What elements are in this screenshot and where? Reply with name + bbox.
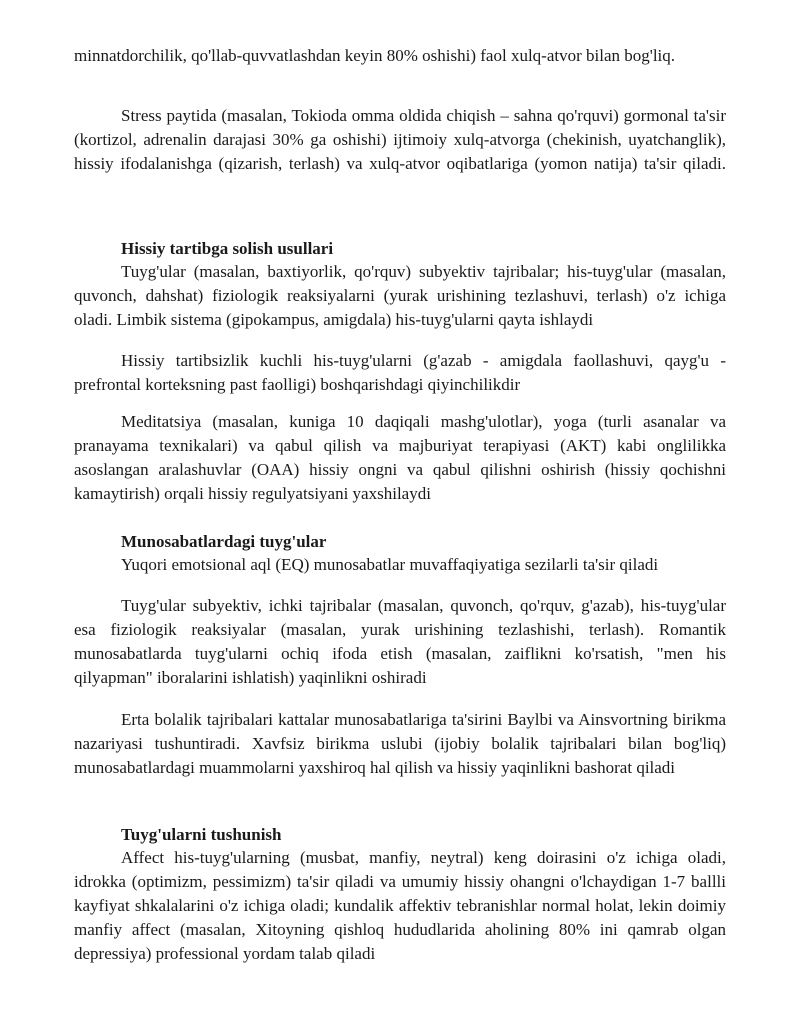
paragraph: Erta bolalik tajribalari kattalar munosabatlariga ta'sirini Baylbi va Ainsvortning birikma nazariyasi tushuntiradi. Xavfsiz birikma uslubi (ijobiy bolalik tajribalari bilan bog'liq) munosabatlardagi muammolarni yaxshiroq hal qilish va hissiy yaqinlikni bashorat qiladi [74, 710, 726, 777]
paragraph: Tuyg'ular subyektiv, ichki tajribalar (masalan, quvonch, qo'rquv, g'azab), his-tuyg'ular esa fiziologik reaksiyalar (masalan, yurak urishining tezlashishi, terlash). Romantik munosabatlarda tuyg'ularni ochiq ifoda etish (masalan, zaiflikni ko'rsatish, "men his qilyapman" iboralarini ishlatish) yaqinlikni oshiradi [74, 596, 726, 687]
paragraph: Affect his-tuyg'ularning (musbat, manfiy, neytral) keng doirasini o'z ichiga oladi, idrokka (optimizm, pessimizm) ta'sir qiladi va umumiy hissiy ohangni o'lchaydigan 1-7 ballli kayfiyat shkalalarini o'z ichiga oladi; kundalik affektiv tebranishlar normal holat, lekin doimiy manfiy affect (masalan, Xitoyning qishloq hududlarida aholining 80% ini qamrab olgan depressiya) professional yordam talab qiladi [74, 848, 726, 963]
stress-paragraph: Stress paytida (masalan, Tokioda omma oldida chiqish – sahna qo'rquvi) gormonal ta'sir (kortizol, adrenalin darajasi 30% ga oshishi) ijtimoiy xulq-atvorga (chekinish, uyatchanglik), hissiy ifodalanishga (qizarish, terlash) va xulq-atvor oqibatlariga (yomon natija) ta'sir qiladi. [74, 106, 726, 173]
paragraph: Meditatsiya (masalan, kuniga 10 daqiqali mashg'ulotlar), yoga (turli asanalar va pranayama texnikalari) va qabul qilish va majburiyat terapiyasi (AKT) kabi onglilikka asoslangan aralashuvlar (OAA) hissiy ongni va qabul qilishni oshirish (hissiy qochishni kamaytirish) orqali hissiy regulyatsiyani yaxshilaydi [74, 412, 726, 503]
section-heading: Hissiy tartibga solish usullari [121, 239, 334, 258]
section-heading: Tuyg'ularni tushunish [121, 825, 282, 844]
paragraph: Tuyg'ular (masalan, baxtiyorlik, qo'rquv) subyektiv tajribalar; his-tuyg'ular (masalan, quvonch, dahshat) fiziologik reaksiyalarni (yurak urishining tezlashuvi, terlash) o'z ichiga oladi. Limbik sistema (gipokampus, amigdala) his-tuyg'ularni qayta ishlaydi [74, 262, 726, 329]
intro-line: minnatdorchilik, qo'llab-quvvatlashdan keyin 80% oshishi) faol xulq-atvor bilan bog'liq. [74, 46, 676, 65]
paragraph: Hissiy tartibsizlik kuchli his-tuyg'ularni (g'azab - amigdala faollashuvi, qayg'u - prefrontal korteksning past faolligi) boshqarishdagi qiyinchilikdir [74, 351, 726, 394]
section-heading: Munosabatlardagi tuyg'ular [121, 532, 327, 551]
paragraph: Yuqori emotsional aql (EQ) munosabatlar muvaffaqiyatiga sezilarli ta'sir qiladi [121, 555, 659, 574]
